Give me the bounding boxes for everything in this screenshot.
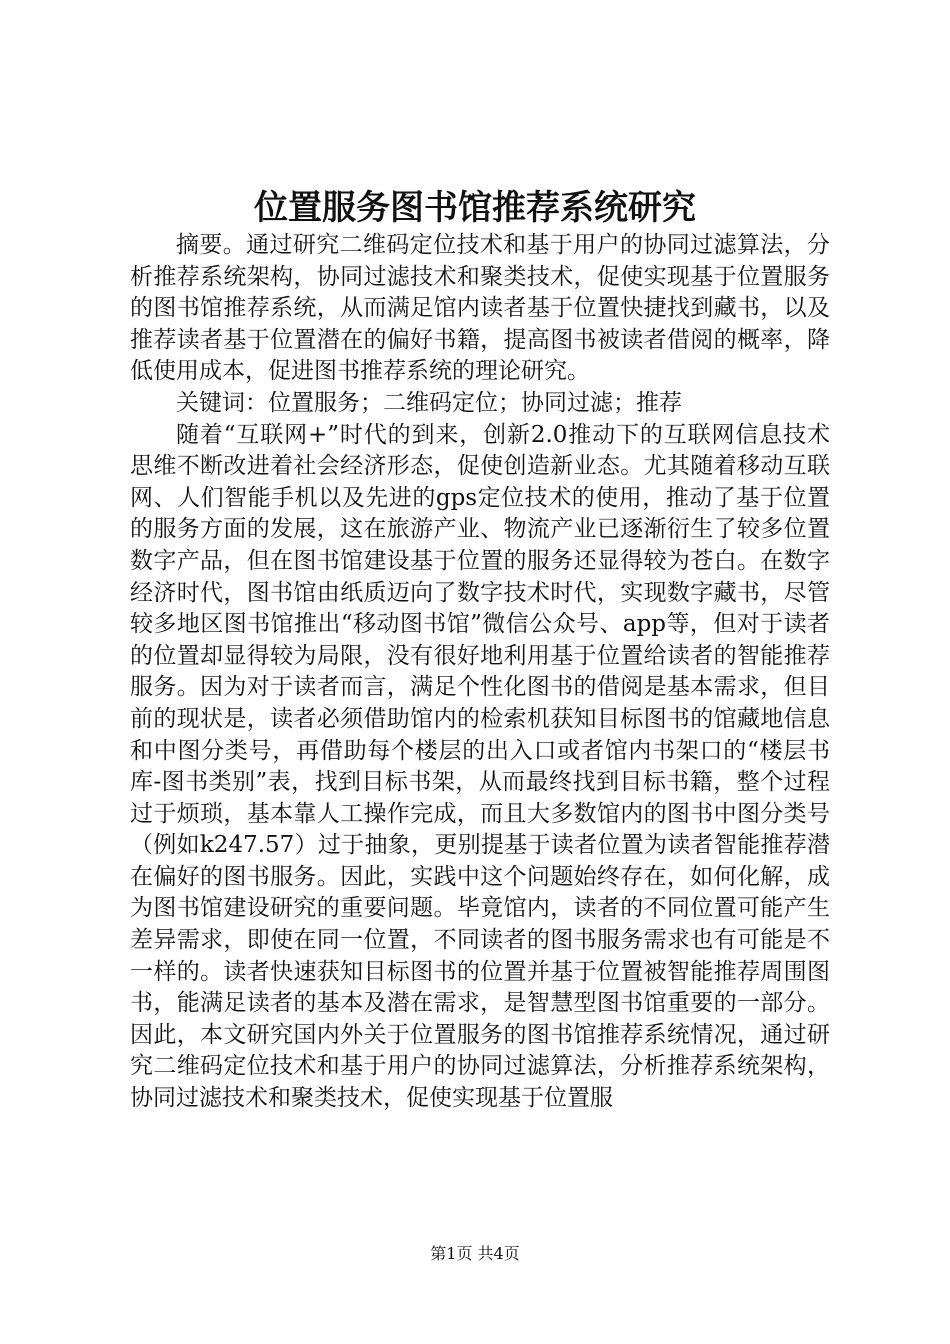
keywords-paragraph: 关键词：位置服务；二维码定位；协同过滤；推荐 xyxy=(176,389,682,416)
page-number-footer: 第1页 共4页 xyxy=(430,1244,520,1263)
document-title: 位置服务图书馆推荐系统研究 xyxy=(254,188,696,228)
abstract-paragraph: 摘要。通过研究二维码定位技术和基于用户的协同过滤算法，分析推荐系统架构，协同过滤技术和聚类技术，促使实现基于位置服务的图书馆推荐系统，从而满足馆内读者基于位置快捷找到藏书，以及推荐读者基于位置潜在的偏好书籍，提高图书被读者借阅的概率，降低使用成本，促进图书推荐系统的理论研究。 xyxy=(130,232,830,385)
document-body xyxy=(130,230,830,1115)
body-paragraph: 随着“互联网+”时代的到来，创新2.0推动下的互联网信息技术思维不断改进着社会经济形态，促使创造新业态。尤其随着移动互联网、人们智能手机以及先进的gps定位技术的使用，推动了基于位置的服务方面的发展，这在旅游产业、物流产业已逐渐衍生了较多位置数字产品，但在图书馆建设基于位置的服务还显得较为苍白。在数字经济时代，图书馆由纸质迈向了数字技术时代，实现数字藏书，尽管较多地区图书馆推出“移动图书馆”微信公众号、app等，但对于读者的位置却显得较为局限，没有很好地利用基于位置给读者的智能推荐服务。因为对于读者而言，满足个性化图书的借阅是基本需求，但目前的现状是，读者必须借助馆内的检索机获知目标图书的馆藏地信息和中图分类号，再借助每个楼层的出入口或者馆内书架口的“楼层书库-图书类别”表，找到目标书架，从而最终找到目标书籍，整个过程过于烦琐，基本靠人工操作完成，而且大多数馆内的图书中图分类号（例如k247.57）过于抽象，更别提基于读者位置为读者智能推荐潜在偏好的图书服务。因此，实践中这个问题始终存在，如何化解，成为图书馆建设研究的重要问题。毕竟馆内，读者的不同位置可能产生差异需求，即使在同一位置，不同读者的图书服务需求也有可能是不一样的。读者快速获知目标图书的位置并基于位置被智能推荐周围图书，能满足读者的基本及潜在需求，是智慧型图书馆重要的一部分。因此，本文研究国内外关于位置服务的图书馆推荐系统情况，通过研究二维码定位技术和基于用户的协同过滤算法，分析推荐系统架构，协同过滤技术和聚类技术，促使实现基于位置服 xyxy=(130,421,830,1112)
